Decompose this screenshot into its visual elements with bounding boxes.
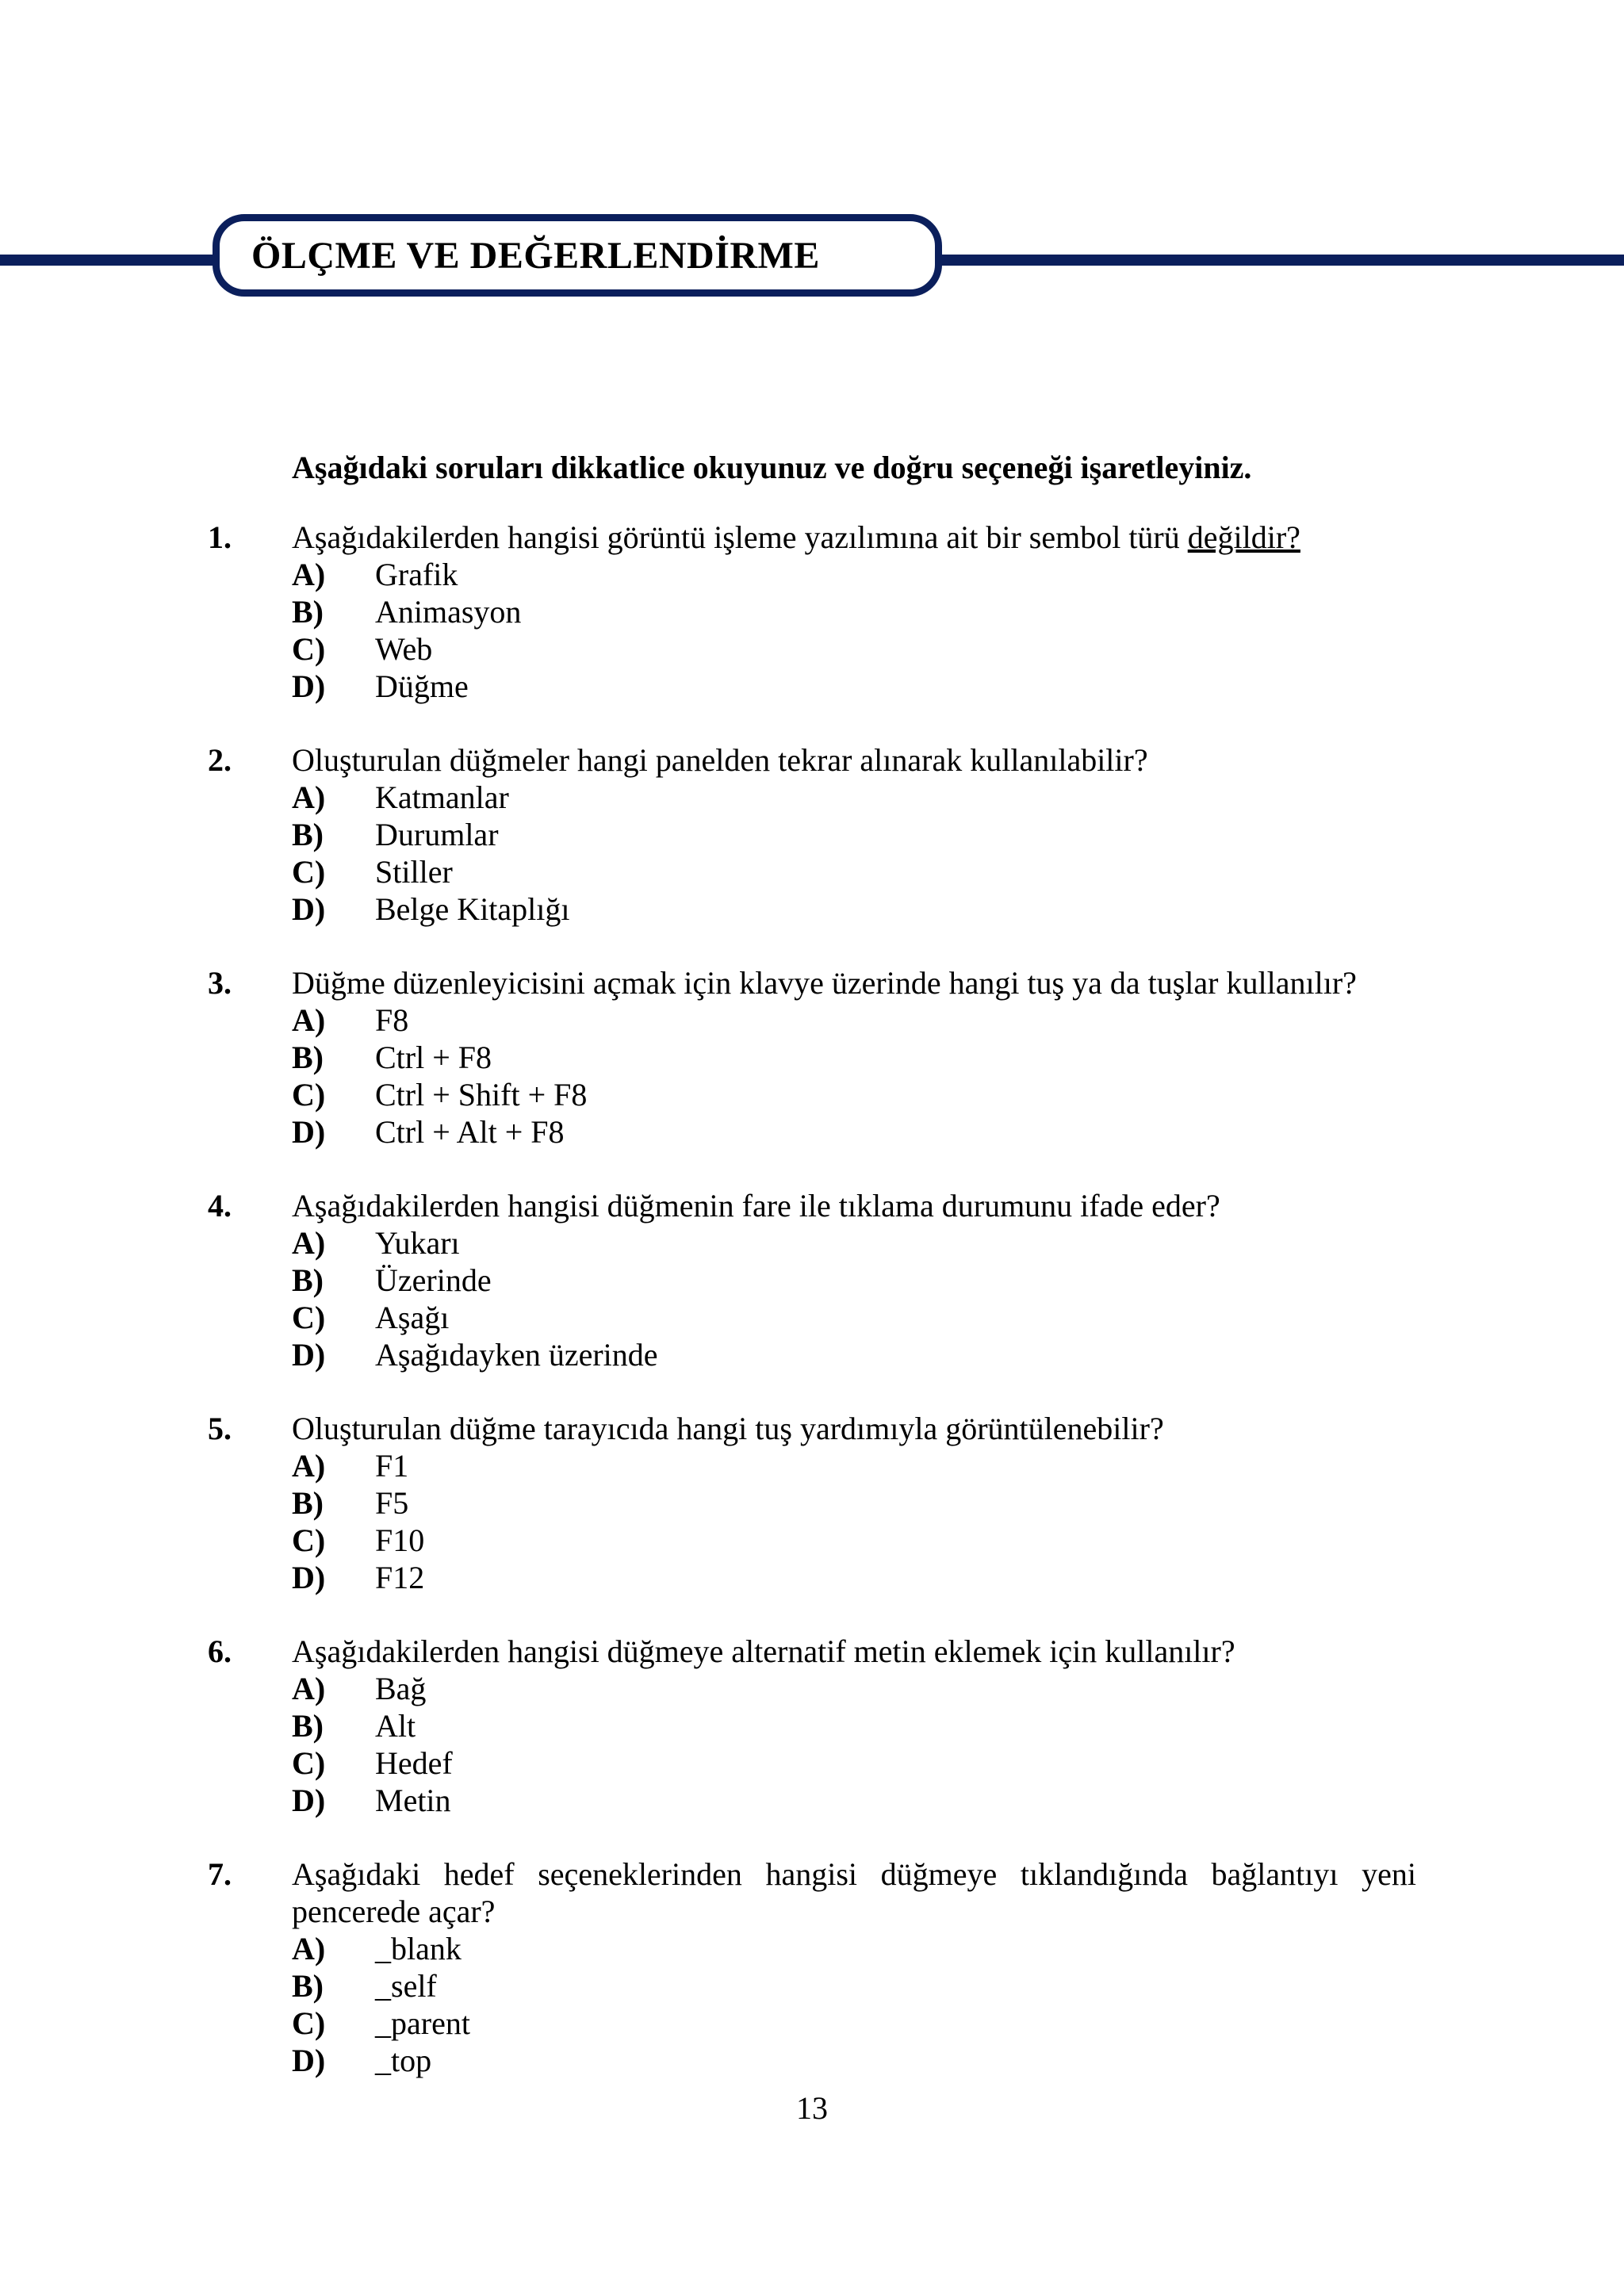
question-text: Aşağıdaki hedef seçeneklerinden hangisi düğmeye tıklandığında bağlantıyı yeni pencerede açar? <box>292 1856 1416 1929</box>
question-text: Oluşturulan düğme tarayıcıda hangi tuş yardımıyla görüntülenebilir? <box>292 1411 1164 1446</box>
question-number: 1. <box>208 519 232 555</box>
option-c[interactable]: C) Aşağı <box>292 1300 450 1335</box>
option-a[interactable]: A) Katmanlar <box>292 779 509 815</box>
option-b[interactable]: B) F5 <box>292 1485 409 1521</box>
question-number: 2. <box>208 742 232 778</box>
option-c[interactable]: C) Web <box>292 631 433 667</box>
question-text: Aşağıdakilerden hangisi düğmeye alternatif metin eklemek için kullanılır? <box>292 1633 1235 1669</box>
option-d[interactable]: D) Aşağıdayken üzerinde <box>292 1337 658 1373</box>
option-a[interactable]: A) F8 <box>292 1002 409 1038</box>
question-text: Aşağıdakilerden hangisi görüntü işleme yazılımına ait bir sembol türü değildir? <box>292 519 1300 555</box>
option-c[interactable]: C) Ctrl + Shift + F8 <box>292 1077 588 1112</box>
option-b[interactable]: B) Üzerinde <box>292 1262 492 1298</box>
question-number: 7. <box>208 1856 232 1892</box>
question-number: 3. <box>208 965 232 1001</box>
option-a[interactable]: A) Yukarı <box>292 1225 460 1261</box>
question-number: 4. <box>208 1188 232 1224</box>
option-b[interactable]: B) _self <box>292 1968 437 2004</box>
option-d[interactable]: D) Metin <box>292 1783 451 1818</box>
option-a[interactable]: A) _blank <box>292 1931 462 1966</box>
option-a[interactable]: A) Grafik <box>292 557 458 592</box>
option-d[interactable]: D) F12 <box>292 1560 425 1595</box>
question-number: 5. <box>208 1411 232 1446</box>
question-text: Oluşturulan düğmeler hangi panelden tekrar alınarak kullanılabilir? <box>292 742 1148 778</box>
option-d[interactable]: D) Düğme <box>292 668 469 704</box>
option-b[interactable]: B) Alt <box>292 1708 416 1744</box>
option-a[interactable]: A) Bağ <box>292 1671 427 1706</box>
option-d[interactable]: D) Belge Kitaplığı <box>292 891 570 927</box>
option-b[interactable]: B) Durumlar <box>292 817 499 852</box>
question-text: Aşağıdakilerden hangisi düğmenin fare ile tıklama durumunu ifade eder? <box>292 1188 1220 1224</box>
option-c[interactable]: C) Hedef <box>292 1745 453 1781</box>
instructions: Aşağıdaki soruları dikkatlice okuyunuz ve doğru seçeneği işaretleyiniz. <box>292 450 1252 485</box>
page-number: 13 <box>796 2090 828 2126</box>
option-c[interactable]: C) _parent <box>292 2005 470 2041</box>
question-number: 6. <box>208 1633 232 1669</box>
option-b[interactable]: B) Ctrl + F8 <box>292 1040 492 1075</box>
option-b[interactable]: B) Animasyon <box>292 594 522 630</box>
option-d[interactable]: D) Ctrl + Alt + F8 <box>292 1114 565 1150</box>
underlined-word: değildir? <box>1187 519 1300 555</box>
option-c[interactable]: C) Stiller <box>292 854 453 890</box>
section-title: ÖLÇME VE DEĞERLENDİRME <box>251 234 820 277</box>
option-d[interactable]: D) _top <box>292 2043 432 2078</box>
option-c[interactable]: C) F10 <box>292 1522 425 1558</box>
question-text: Düğme düzenleyicisini açmak için klavye üzerinde hangi tuş ya da tuşlar kullanılır? <box>292 965 1357 1001</box>
option-a[interactable]: A) F1 <box>292 1448 409 1484</box>
section-header <box>213 214 942 297</box>
